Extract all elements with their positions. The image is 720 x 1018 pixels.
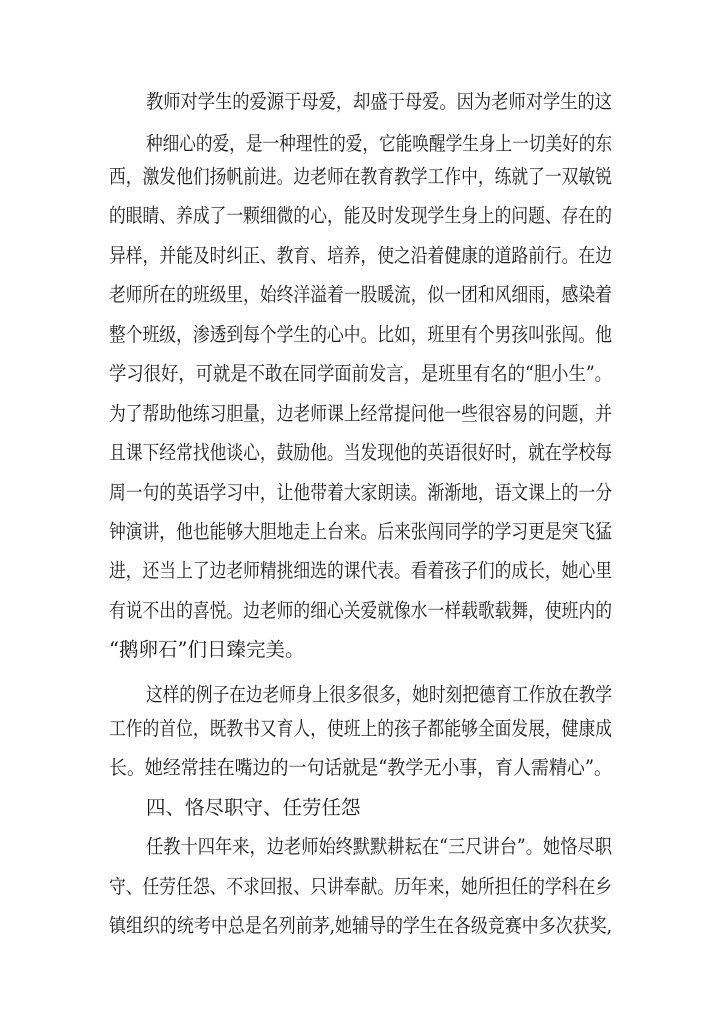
- paragraph-line: [0, 433, 720, 473]
- line-text: 工作的首位，既教书又育人，使班上的孩子都能够全面发展，健康成: [109, 717, 612, 740]
- line-text: 种细心的爱，是一种理性的爱，它能唤醒学生身上一切美好的东: [146, 132, 613, 155]
- line-text: 为了帮助他练习胆量，边老师课上经常提问他一些很容易的问题，并: [109, 402, 612, 425]
- line-text: 周一句的英语学习中，让他带着大家朗读。渐渐地，语文课上的一分: [109, 481, 612, 504]
- line-text: 的眼睛、养成了一颗细微的心，能及时发现学生身上的问题、存在的: [109, 204, 612, 227]
- line-text: 进，还当上了边老师精挑细选的课代表。看着孩子们的成长，她心里: [109, 559, 612, 582]
- line-text: 学习很好，可就是不敢在同学面前发言，是班里有名的“胆小生”。: [109, 362, 613, 385]
- line-text: 任教十四年来，边老师始终默默耕耘在“三尺讲台”。她恪尽职: [146, 835, 612, 858]
- line-text: 且课下经常找他谈心，鼓励他。当发现他的英语很好时，就在学校每: [109, 441, 612, 464]
- line-text: 钟演讲，他也能够大胆地走上台来。后来张闯同学的学习更是突飞猛: [109, 520, 612, 543]
- line-text: 镇组织的统考中总是名列前茅,她辅导的学生在各级竞赛中多次获奖,: [109, 914, 613, 937]
- paragraph-line: [0, 315, 720, 355]
- paragraph-line: [0, 157, 720, 197]
- paragraph-line: [0, 551, 720, 591]
- paragraph-line: [0, 591, 720, 631]
- paragraph-line: [0, 473, 720, 513]
- line-text: 西，激发他们扬帆前进。边老师在教育教学工作中，练就了一双敏锐: [109, 165, 612, 188]
- paragraph-line: [0, 196, 720, 236]
- paragraph-line: [0, 867, 720, 907]
- paragraph-line: [0, 275, 720, 315]
- paragraph-line: [0, 630, 720, 670]
- line-text: 整个班级，渗透到每个学生的心中。比如，班里有个男孩叫张闯。他: [109, 323, 612, 346]
- paragraph-line: [0, 709, 720, 749]
- line-text: 四、恪尽职守、任劳任怨: [146, 796, 361, 819]
- paragraph-line: [0, 748, 720, 788]
- paragraph-line: [0, 906, 720, 946]
- paragraph-line: [0, 236, 720, 276]
- paragraph-line: [0, 827, 720, 867]
- paragraph-line: [0, 354, 720, 394]
- line-text: 异样，并能及时纠正、教育、培养，使之沿着健康的道路前行。在边: [109, 244, 612, 267]
- paragraph-line: [0, 82, 720, 122]
- line-text: 长。她经常挂在嘴边的一句话就是“教学无小事，育人需精心”。: [109, 756, 613, 779]
- paragraph-line: [0, 394, 720, 434]
- line-text: 有说不出的喜悦。边老师的细心关爱就像水一样载歌载舞，使班内的: [109, 599, 612, 622]
- paragraph-line: [0, 512, 720, 552]
- line-text: “鹅卵石”们日臻完美。: [109, 638, 305, 661]
- line-text: 老师所在的班级里，始终洋溢着一股暖流，似一团和风细雨，感染着: [109, 283, 612, 306]
- line-text: 守、任劳任怨、不求回报、只讲奉献。历年来，她所担任的学科在乡: [109, 875, 612, 898]
- line-text: 教师对学生的爱源于母爱，却盛于母爱。因为老师对学生的这: [146, 90, 613, 113]
- section-heading: [0, 788, 720, 828]
- line-text: 这样的例子在边老师身上很多很多，她时刻把德育工作放在教学: [146, 683, 613, 706]
